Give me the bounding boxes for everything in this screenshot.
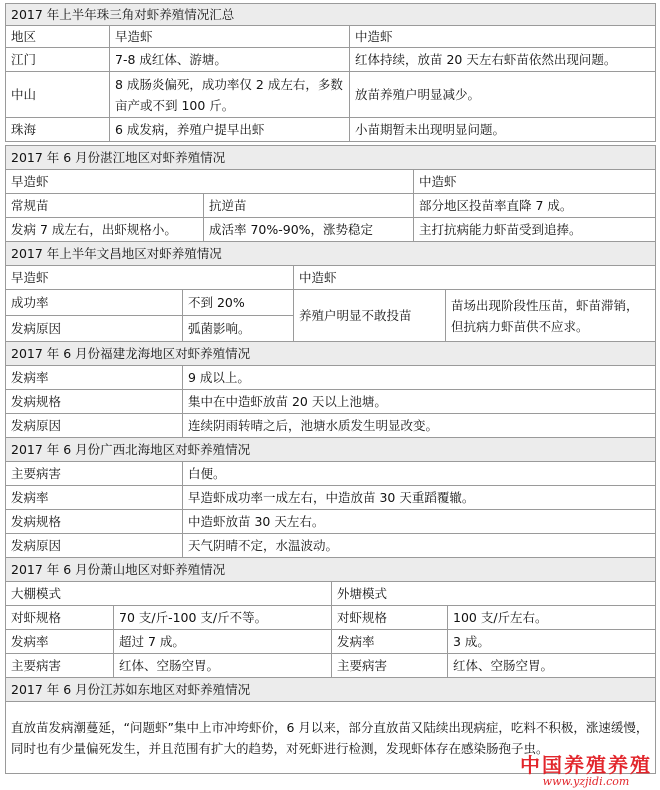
paragraph-text: 直放苗发病潮蔓延，“问题虾”集中上市冲垮虾价，6 月以来，部分直放苗又陆续出现病症，吃料不积极，涨速缓慢，同时也有少量偏死发生，并且范围有扩大的趋势，对死虾进行检测，发现虾体存在感染肠孢子虫。 [6, 702, 656, 774]
mid-cell: 放苗养殖户明显减少。 [350, 72, 656, 118]
early-cell: 7-8 成红体、游塘。 [110, 48, 350, 72]
row-value: 白便。 [183, 462, 656, 486]
header-mid-shrimp: 中造虾 [294, 266, 656, 290]
header-early-shrimp: 早造虾 [6, 266, 294, 290]
early-cell: 8 成肠炎偏死，成功率仅 2 成左右，多数亩产或不到 100 斤。 [110, 72, 350, 118]
normal-fry-cell: 发病 7 成左右，出虾规格小。 [6, 218, 204, 242]
row-value: 集中在中造虾放苗 20 天以上池塘。 [183, 390, 656, 414]
header-greenhouse-mode: 大棚模式 [6, 582, 332, 606]
row-label: 对虾规格 [332, 606, 448, 630]
region-cell: 珠海 [6, 118, 110, 142]
section-title: 2017 年 6 月份江苏如东地区对虾养殖情况 [6, 678, 656, 702]
mid-note: 养殖户明显不敢投苗 [294, 290, 446, 342]
early-cell: 6 成发病，养殖户提早出虾 [110, 118, 350, 142]
header-early-shrimp: 早造虾 [110, 26, 350, 48]
row-label: 发病原因 [6, 534, 183, 558]
row-value: 3 成。 [448, 630, 656, 654]
site-watermark-logo [520, 754, 652, 788]
row-value: 早造虾成功率一成左右，中造放苗 30 天重蹈覆辙。 [183, 486, 656, 510]
mid-cell: 小苗期暂未出现明显问题。 [350, 118, 656, 142]
resistant-fry-cell: 成活率 70%-90%，涨势稳定 [204, 218, 414, 242]
header-mid-shrimp: 中造虾 [414, 170, 656, 194]
row-label: 发病率 [6, 630, 114, 654]
row-value: 红体、空肠空胃。 [448, 654, 656, 678]
row-value: 红体、空肠空胃。 [114, 654, 332, 678]
resistant-fry-label: 抗逆苗 [204, 194, 414, 218]
section-title: 2017 年 6 月份广西北海地区对虾养殖情况 [6, 438, 656, 462]
mid-cell: 部分地区投苗率直降 7 成。 [414, 194, 656, 218]
row-label: 成功率 [6, 290, 183, 316]
row-label: 主要病害 [6, 462, 183, 486]
row-label: 发病率 [6, 366, 183, 390]
mid-cell: 主打抗病能力虾苗受到追捧。 [414, 218, 656, 242]
row-label: 主要病害 [6, 654, 114, 678]
row-value: 连续阴雨转晴之后，池塘水质发生明显改变。 [183, 414, 656, 438]
section-beihai [5, 437, 656, 558]
header-region: 地区 [6, 26, 110, 48]
row-value: 超过 7 成。 [114, 630, 332, 654]
row-label: 主要病害 [332, 654, 448, 678]
section-xiaoshan [5, 557, 656, 678]
header-outdoor-pond-mode: 外塘模式 [332, 582, 656, 606]
section-title: 2017 年上半年文昌地区对虾养殖情况 [6, 242, 656, 266]
row-value: 不到 20% [183, 290, 294, 316]
row-value: 100 支/斤左右。 [448, 606, 656, 630]
row-label: 发病原因 [6, 414, 183, 438]
section-title: 2017 年 6 月份萧山地区对虾养殖情况 [6, 558, 656, 582]
row-label: 发病规格 [6, 510, 183, 534]
row-value: 9 成以上。 [183, 366, 656, 390]
section-pearl-river-delta [5, 3, 656, 142]
header-mid-shrimp: 中造虾 [350, 26, 656, 48]
row-label: 发病率 [6, 486, 183, 510]
section-title: 2017 年 6 月份湛江地区对虾养殖情况 [6, 146, 656, 170]
header-early-shrimp: 早造虾 [6, 170, 414, 194]
row-value: 弧菌影响。 [183, 316, 294, 342]
section-longhai [5, 341, 656, 438]
row-label: 发病原因 [6, 316, 183, 342]
row-value: 中造虾放苗 30 天左右。 [183, 510, 656, 534]
watermark-url: www.yzjidi.com [542, 775, 630, 788]
watermark-cn: 中国养殖养殖 [520, 753, 652, 777]
mid-cell: 红体持续，放苗 20 天左右虾苗依然出现问题。 [350, 48, 656, 72]
section-zhanjiang [5, 145, 656, 242]
section-title: 2017 年上半年珠三角对虾养殖情况汇总 [6, 4, 656, 26]
row-label: 发病率 [332, 630, 448, 654]
normal-fry-label: 常规苗 [6, 194, 204, 218]
row-value: 天气阴晴不定，水温波动。 [183, 534, 656, 558]
mid-detail: 苗场出现阶段性压苗，虾苗滞销，但抗病力虾苗供不应求。 [446, 290, 656, 342]
region-cell: 江门 [6, 48, 110, 72]
row-label: 发病规格 [6, 390, 183, 414]
row-label: 对虾规格 [6, 606, 114, 630]
row-value: 70 支/斤-100 支/斤不等。 [114, 606, 332, 630]
region-cell: 中山 [6, 72, 110, 118]
section-title: 2017 年 6 月份福建龙海地区对虾养殖情况 [6, 342, 656, 366]
section-wenchang [5, 241, 656, 342]
